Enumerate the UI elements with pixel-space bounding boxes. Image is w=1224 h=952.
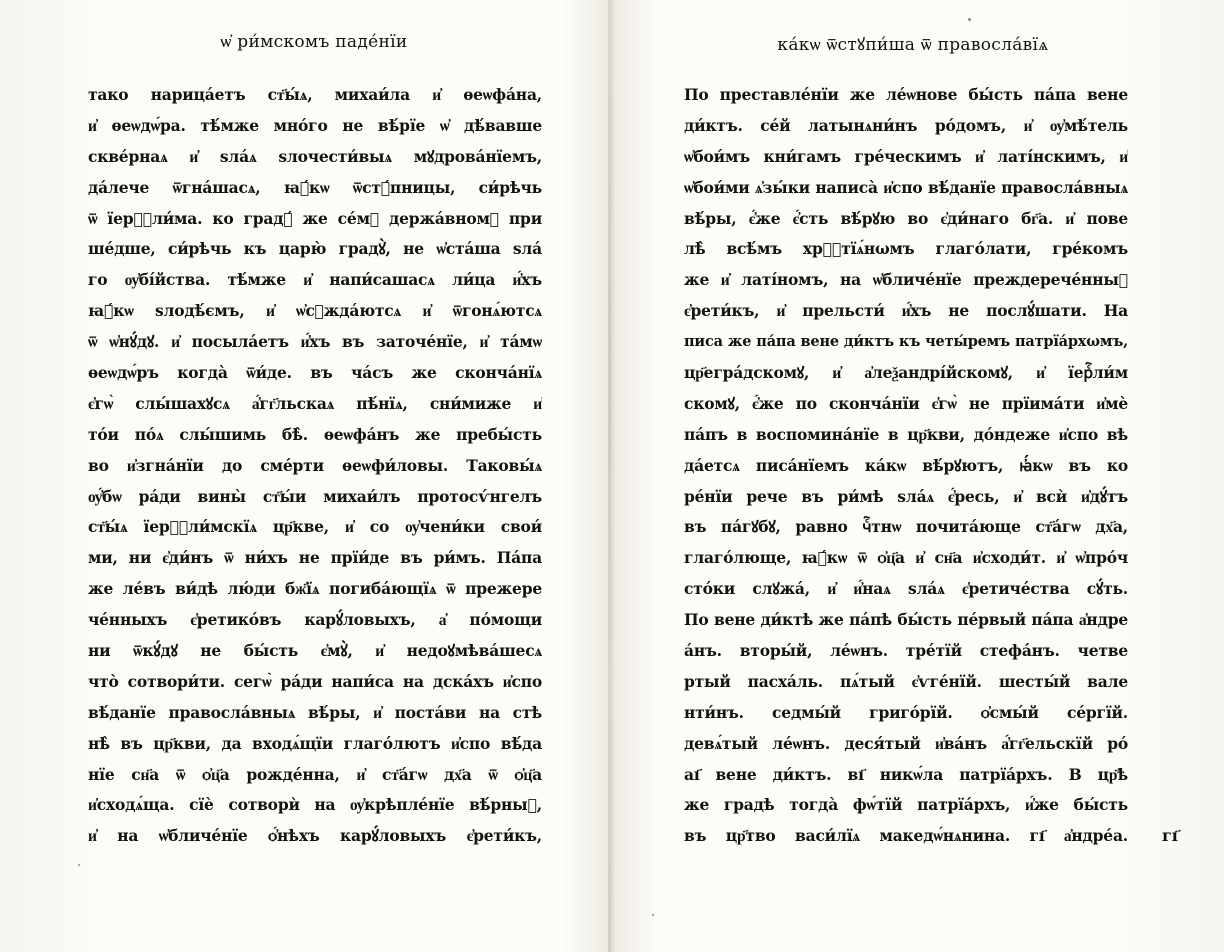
left-page-text-line: и҆сходѧ́ща. сїѐ сотворѝ на ѹ҆крѣпле́нїе вѣ́рныⷯ, (88, 795, 542, 815)
left-page-text-line: то́и по́ѧ слы́шимь бѣ̀. ѳеѡфа́нъ же пребы́сть (88, 424, 542, 444)
right-page-text-line: скомꙋ, є҆́же по сконча́нїи є҆гѡ̀ не прїима́ти и҆мѐ (684, 393, 1128, 413)
right-page-text-line: глаго́люще, ꙗ҆́кѡ ѿ ѻ҆ц҃а и҆ сн҃а и҆сходи́т. и҆ ѡ҆про́ч (684, 548, 1128, 568)
folio-number: гı҃ (1162, 826, 1178, 845)
left-page-text-line: ми, ни є҆ди́нъ ѿ ни́хъ не прїи́де въ ри́мъ. Па́па (88, 548, 542, 568)
left-page-text-line: ше́дше, си́рѣчь къ царю̀ градꙋ̀, не ѡ҆ста́ша ѕла́ (88, 239, 542, 259)
right-page-text-line: ѡ҆бои́ми ѧ҆зы́ки написа̀ и҆спо вѣ́данїе правосла́вныѧ (684, 177, 1128, 197)
left-page-text-line: же ле́въ ви́дѣ лю́ди бж҃їѧ погиба́ющїѧ ѿ прежере (88, 579, 542, 599)
left-page-text-line: вѣ́данїе правосла́вныѧ вѣ́ры, и҆ поста́ви на стѣ (88, 702, 542, 722)
left-page-text-line: нїе сн҃а ѿ ѻ҆ц҃а рожде́нна, и҆ ст҃а́гѡ дх҃а ѿ ѻ҆ц҃а (88, 764, 542, 784)
left-page-text-line: что̀ сотвори́ти. сегѡ̀ ра́ди напи́са на дска́хъ и҆спо (88, 671, 542, 691)
right-page-text-line: же градѣ тогда̀ фѡ́тїй патрїа́рхъ, и҆́же бы́сть (684, 795, 1128, 815)
right-page-text-line: По преставле́нїи же ле́ѡнове бы́сть па́па вене (684, 85, 1128, 104)
left-page-text-line: скве́рнаѧ и҆ ѕла́ѧ ѕлочести́выѧ мꙋдрова́нїемъ, (88, 146, 542, 166)
paper-speck (652, 914, 654, 916)
left-page-text-line: ѿ ѡ҆нꙋ́дꙋ. и҆ посыла́етъ и҆́хъ въ заточе́нїе, и҆ та́мѡ (88, 332, 542, 352)
right-page-text-line: По вене ди́ктѣ же па́пѣ бы́сть пе́рвый па́па а҆ндре (684, 610, 1128, 630)
left-page-text-line: во и҆згна́нїи до сме́рти ѳеѡфи́ловы. Таковы́ѧ (88, 455, 542, 475)
left-page-text-line: ѳеѡдѡ́ръ когда̀ ѿи́де. въ ча́съ же сконча́нїѧ (88, 363, 542, 383)
left-page-text-line: нѣ̀ въ цр҃кви, да входѧ́щїи глаго́лютъ и҆спо вѣ́да (88, 733, 542, 753)
right-page-text-line: ре́нїи рече въ ри́мѣ ѕла́ѧ є҆́ресь, и҆ всѝ и҆дꙋ́тъ (684, 486, 1128, 506)
left-page-text-line: и҆ на ѡ҆бличе́нїе ѻ҆́нѣхъ карꙋ́ловыхъ є҆рети́къ, (88, 826, 542, 846)
right-page-text-line: да́етсѧ писа́нїемъ ка́кѡ вѣ́рꙋютъ, ꙗ҆́кѡ въ ко (684, 455, 1128, 475)
right-page-text-line: девѧ́тый ле́ѡнъ. деся́тый и҆ва́нъ а҆́гг҃ельскїй ро́ (684, 733, 1128, 753)
right-page-header: ка́кѡ ѿстꙋпи́ша ѿ правосла́вїѧ (777, 35, 1049, 55)
left-page-text-line: тако нарица́етъ ст҃ы́ѧ, михаи́ла и҆ ѳеѡфа́на, (88, 85, 542, 104)
left-text-block (88, 80, 542, 852)
paper-speck (968, 18, 971, 21)
book-fold (608, 0, 611, 952)
right-page-text-line: сто́ки слꙋжа́, и҆ и҆́наѧ ѕла́ѧ є҆ретиче́ства сꙋ́ть. (684, 579, 1128, 599)
right-page-text-line: нти́нъ. седмы́й григо́рїй. ѻ҆смы́й се́ргїй. (684, 702, 1128, 722)
left-page-text-line: ѹ҆́бѡ ра́ди вины̀ ст҃ы́и михаи́лъ протосѵ́нгелъ (88, 486, 542, 506)
right-page-text-line: писа же па́па вене ди́ктъ къ четы́ремъ патрїа́рхωмъ, (684, 333, 1128, 351)
left-page-text-line: и҆ ѳеѡдѡ́ра. тѣ́мже мно́го не вѣ́рїе ѡ҆ дѣ́вавше (88, 115, 542, 135)
left-page-text-line: че́нныхъ є҆ретико́въ карꙋ́ловыхъ, а҆ по́мощи (88, 610, 542, 630)
left-page-text-line: го ѹ҆бі́йства. тѣ́мже и҆ напи́сашасѧ ли́ца и҆́хъ (88, 270, 542, 290)
right-page-text-line: ди́ктъ. се́й латынѧни́нъ ро́домъ, и҆ ѹ҆мѣ́тель (684, 115, 1128, 135)
left-page-text-line: ни ѿкꙋ́дꙋ не бы́сть є҆мꙋ̀, и҆ недоꙋмѣва́шесѧ (88, 641, 542, 661)
left-page-text-line: ст҃ы́ѧ їерⷭ҇ли́мскїѧ цр҃кве, и҆ со ѹ҆чени́ки свои́ (88, 517, 542, 537)
left-page-text-line: да́лече ѿгна́шасѧ, ꙗ҆́кѡ ѿстꙋ́пницы, си́рѣчь (88, 177, 542, 197)
right-text-block (684, 80, 1128, 852)
left-page (0, 0, 608, 952)
right-page-text-line: лѣ̀ всѣ́мъ хрⷭ҇тїѧ́нωмъ глаго́лати, гре́комъ (684, 239, 1128, 259)
left-page-text-line: ѿ їерⷭ҇ли́ма. ко градꙋ́ же се́мꙋ держа́вномꙋ при (88, 208, 542, 228)
right-page-text-line: въ цр҃тво васи́лїѧ македѡ́нѧнина. гı҃ а҆ндре́а. (684, 826, 1128, 846)
right-page-text-line: аı҃ вене ди́ктъ. вı҃ никѡ́ла патрїа́рхъ. В цр҃ѣ (684, 764, 1128, 784)
left-page-text-line: ꙗ҆́кѡ ѕлодѣ́ємъ, и҆ ѡ҆сꙋжда́ютсѧ и҆ ѿгонѧ́ютсѧ (88, 301, 542, 321)
right-page-text-line: ѡ҆бои́мъ кни́гамъ гре́ческимъ и҆ латі́нскимъ, и҆ (684, 146, 1128, 166)
right-page-text-line: ртый пасха́ль. пѧ́тый є҆ѵге́нїй. шесты́й вале (684, 671, 1128, 691)
paper-speck (78, 864, 80, 866)
right-page-text-line: є҆рети́къ, и҆ прельсти́ и҆́хъ не послꙋ́шати. На (684, 301, 1128, 321)
right-page-text-line: цр҃егра́дскомꙋ, и҆ а҆леѯандрі́йскомꙋ, и҆ їерⷭ҇ли́м (684, 363, 1128, 383)
right-page-text-line: въ па́гꙋбꙋ, равно чⷭ҇тнѡ почита́юще ст҃а́гѡ дх҃а, (684, 517, 1128, 537)
left-page-text-line: є҆гѡ̀ слы́шахꙋсѧ а҆́гг҃льскаѧ пѣ́нїѧ, сни́миже и҆ (88, 393, 542, 413)
right-page-text-line: а́нъ. вторы́й, ле́ѡнъ. тре́тїй стефа́нъ. четве (684, 641, 1128, 661)
right-page-text-line: вѣ́ры, є҆́же є҆́сть вѣ́рꙋю во є҆ди́наго бг҃а. и҆ пове (684, 208, 1128, 228)
right-page-text-line: па́пъ в воспомина́нїе в цр҃кви, до́ндеже и҆спо вѣ (684, 424, 1128, 444)
right-page-text-line: же и҆ латі́номъ, на ѡ҆бличе́нїе преждерече́нныⷯ (684, 270, 1128, 290)
right-page (612, 0, 1224, 952)
left-page-header: ѡ҆ ри́мскомъ паде́нїи (220, 32, 408, 52)
